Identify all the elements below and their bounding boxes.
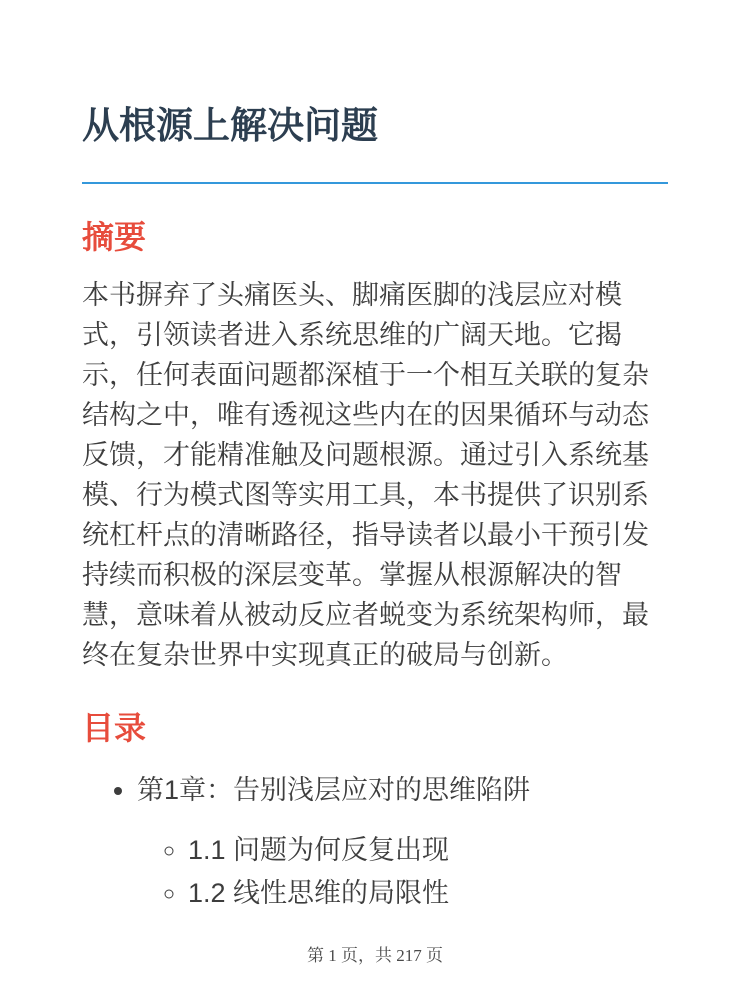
toc-section-item [188,876,668,911]
toc-section-list [137,833,668,911]
page-number-footer: 第 1 页，共 217 页 [307,946,443,965]
toc-section-item [188,833,668,868]
page-title: 从根源上解决问题 [82,105,378,146]
toc-section-label: 1.2 线性思维的局限性 [188,878,450,908]
toc-section-label: 1.1 问题为何反复出现 [188,835,450,865]
abstract-heading: 摘要 [82,219,147,255]
title-divider [82,182,668,184]
toc-list [82,773,668,911]
toc-chapter-label: 第1章：告别浅层应对的思维陷阱 [137,775,531,805]
abstract-text: 本书摒弃了头痛医头、脚痛医脚的浅层应对模式，引领读者进入系统思维的广阔天地。它揭示，任何表面问题都深植于一个相互关联的复杂结构之中，唯有透视这些内在的因果循环与动态反馈，才能精准触及问题根源。通过引入系统基模、行为模式图等实用工具，本书提供了识别系统杠杆点的清晰路径，指导读者以最小干预引发持续而积极的深层变革。掌握从根源解决的智慧，意味着从被动反应者蜕变为系统架构师，最终在复杂世界中实现真正的破局与创新。 [82,280,649,670]
toc-heading: 目录 [82,710,147,746]
toc-chapter-item [137,773,668,911]
